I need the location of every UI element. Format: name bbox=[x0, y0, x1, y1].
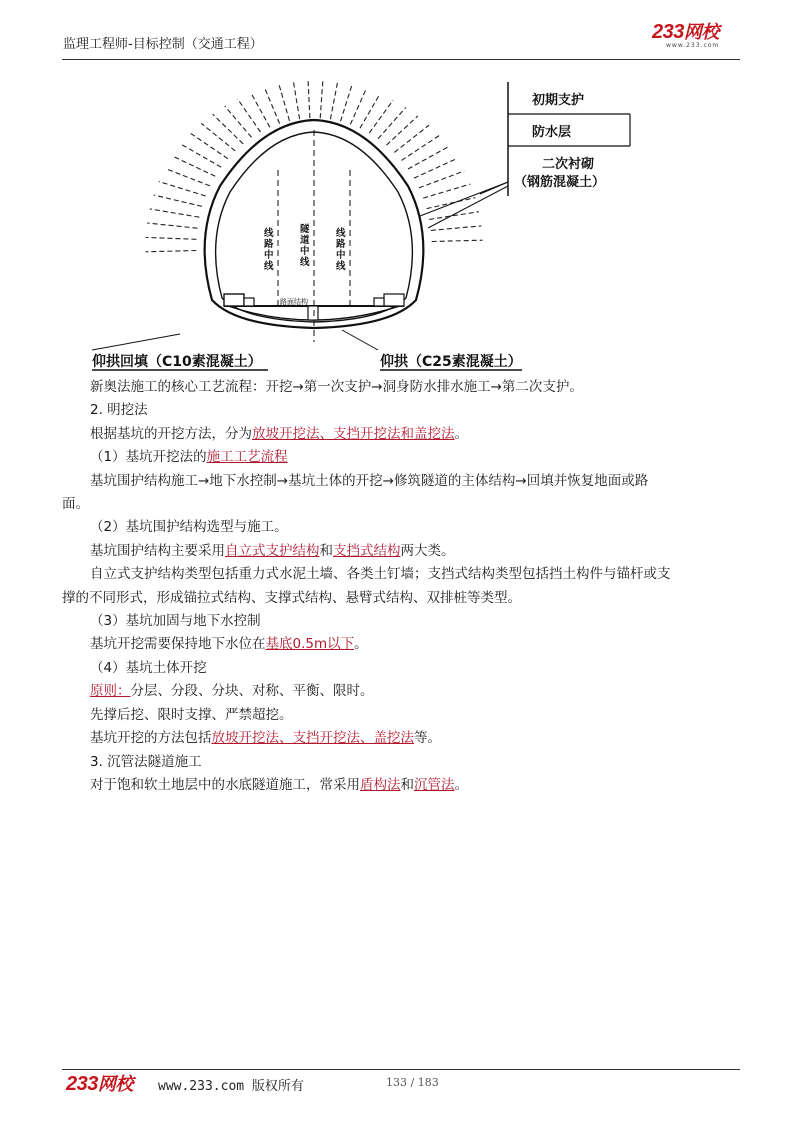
left-centerline-label: 线路中线 bbox=[264, 228, 274, 272]
rock-bolt bbox=[191, 133, 228, 158]
para-excavation-methods bbox=[90, 423, 740, 446]
legend-secondary-lining: 二次衬砌 bbox=[542, 157, 595, 172]
rock-bolt bbox=[225, 106, 252, 137]
text-fragment: 基坑开挖需要保持地下水位在 bbox=[90, 636, 266, 653]
rock-bolt bbox=[308, 81, 310, 118]
link-principles[interactable]: 原则： bbox=[90, 683, 131, 700]
footer-site bbox=[158, 1075, 304, 1094]
header-divider bbox=[62, 59, 740, 60]
text-fragment: 。 bbox=[354, 636, 368, 653]
rock-bolt bbox=[146, 251, 197, 252]
rock-bolt bbox=[378, 108, 406, 139]
rock-bolt bbox=[341, 85, 352, 121]
legend-box bbox=[420, 82, 630, 228]
rock-bolt bbox=[154, 195, 202, 206]
text-fragment: 。 bbox=[454, 776, 468, 793]
right-cable-trough bbox=[384, 294, 404, 306]
rock-bolt bbox=[213, 114, 244, 144]
text-fragment: （1）基坑开挖法的 bbox=[90, 449, 207, 466]
para-structure-details-cont: 撑的不同形式，形成锚拉式结构、支撑式结构、悬臂式结构、双排桩等类型。 bbox=[62, 589, 521, 606]
text-fragment: 和 bbox=[319, 542, 333, 559]
rock-bolt bbox=[146, 237, 197, 239]
legend-rc: （钢筋混凝土） bbox=[514, 175, 606, 190]
footer-logo[interactable]: 233网校 bbox=[66, 1073, 133, 1095]
rock-bolt bbox=[414, 159, 457, 179]
text-fragment: 和 bbox=[400, 776, 414, 793]
rock-bolt bbox=[147, 223, 197, 228]
rock-bolt bbox=[320, 81, 323, 118]
rock-bolt bbox=[150, 209, 200, 217]
link-self-standing[interactable]: 自立式支护结构 bbox=[225, 542, 320, 559]
caption-right: 仰拱（C25素混凝土） bbox=[380, 354, 522, 370]
link-retaining-structure[interactable]: 支挡式结构 bbox=[333, 542, 401, 559]
rock-bolt bbox=[159, 182, 206, 197]
rock-bolt bbox=[181, 144, 221, 167]
rock-bolt bbox=[431, 226, 481, 231]
rock-bolt bbox=[294, 82, 300, 119]
para-groundwater bbox=[90, 633, 740, 656]
para-soft-soil bbox=[90, 774, 740, 797]
text-fragment: 基坑开挖的方法包括 bbox=[90, 730, 212, 747]
para-nato-process: 新奥法施工的核心工艺流程：开挖→第一次支护→洞身防水排水施工→第二次支护。 bbox=[90, 379, 583, 395]
para-pit-flow-cont: 面。 bbox=[62, 496, 89, 513]
rock-bolt bbox=[419, 171, 464, 188]
para-support-rule: 先撑后挖、限时支撑、严禁超挖。 bbox=[90, 706, 293, 723]
page-number: 133 / 183 bbox=[386, 1076, 439, 1089]
rock-bolt bbox=[402, 136, 440, 161]
footer-divider bbox=[62, 1069, 740, 1070]
para-principles bbox=[90, 680, 740, 703]
rock-bolt bbox=[265, 88, 280, 124]
footer-url[interactable]: www.233.com bbox=[158, 1079, 245, 1094]
para-pit-flow: 基坑围护结构施工→地下水控制→基坑土体的开挖→修筑隧道的主体结构→回填并恢复地面或路 bbox=[90, 472, 649, 489]
link-shield-method[interactable]: 盾构法 bbox=[360, 776, 401, 793]
rock-bolt bbox=[330, 83, 337, 120]
link-process-flow[interactable]: 施工工艺流程 bbox=[206, 449, 288, 466]
tunnel-diagram bbox=[62, 76, 742, 378]
text-fragment: 分层、分段、分块、对称、平衡、限时。 bbox=[130, 683, 374, 700]
caption-left: 仰拱回填（C10素混凝土） bbox=[92, 354, 262, 370]
rock-bolt bbox=[432, 240, 483, 241]
right-drain bbox=[374, 298, 384, 306]
subsection-4: （4）基坑土体开挖 bbox=[90, 659, 207, 676]
section-immersed-tube: 3. 沉管法隧道施工 bbox=[90, 753, 202, 770]
rock-bolt bbox=[350, 89, 366, 124]
rock-bolt bbox=[387, 116, 418, 145]
body-text bbox=[62, 376, 740, 797]
rock-bolt bbox=[201, 123, 235, 151]
section-open-cut: 2. 明挖法 bbox=[90, 402, 148, 419]
right-centerline-label: 线路中线 bbox=[336, 228, 346, 272]
link-excavation-list[interactable]: 放坡开挖法、支挡开挖法、盖挖法 bbox=[211, 730, 414, 747]
logo-url: www.233.com bbox=[666, 42, 720, 49]
para-excavation-list bbox=[90, 727, 740, 750]
link-immersed-tube[interactable]: 沉管法 bbox=[414, 776, 455, 793]
text-fragment: 等。 bbox=[414, 730, 441, 747]
rock-bolt bbox=[429, 212, 479, 220]
road-structure-label: 路面结构 bbox=[280, 298, 308, 306]
rock-bolt bbox=[279, 85, 290, 121]
legend-waterproof: 防水层 bbox=[532, 125, 572, 140]
legend-initial-support: 初期支护 bbox=[532, 93, 585, 108]
footer-copyright: 版权所有 bbox=[251, 1079, 304, 1094]
link-excavation-methods[interactable]: 放坡开挖法、支挡开挖法和盖挖法 bbox=[252, 425, 455, 442]
text-fragment: 对于饱和软土地层中的水底隧道施工，常采用 bbox=[90, 776, 360, 793]
link-water-level[interactable]: 基底0.5m以下 bbox=[265, 636, 355, 653]
rock-bolt bbox=[423, 184, 470, 198]
subsection-2: （2）基坑围护结构选型与施工。 bbox=[90, 519, 288, 536]
left-drain bbox=[244, 298, 254, 306]
center-drain bbox=[308, 306, 318, 320]
subsection-3: （3）基坑加固与地下水控制 bbox=[90, 613, 261, 630]
header-title: 监理工程师-目标控制（交通工程） bbox=[63, 37, 263, 52]
logo-text: 233网校 bbox=[652, 21, 719, 43]
para-structure-details: 自立式支护结构类型包括重力式水泥土墙、各类土钉墙；支挡式结构类型包括挡土构件与锚杆或支 bbox=[90, 566, 671, 583]
rock-bolt bbox=[408, 147, 449, 169]
brand-logo[interactable] bbox=[652, 22, 742, 56]
text-fragment: 基坑围护结构主要采用 bbox=[90, 542, 225, 559]
left-cable-trough bbox=[224, 294, 244, 306]
tunnel-centerline-label: 隧道中线 bbox=[300, 224, 310, 268]
text-fragment: 两大类。 bbox=[400, 542, 455, 559]
subsection-1 bbox=[90, 446, 740, 469]
text-fragment: 。 bbox=[454, 425, 468, 442]
text-fragment: 根据基坑的开挖方法，分为 bbox=[90, 425, 252, 442]
tunnel-cross-section-figure bbox=[62, 76, 742, 378]
rock-bolt bbox=[394, 125, 429, 152]
para-support-types bbox=[90, 540, 740, 563]
